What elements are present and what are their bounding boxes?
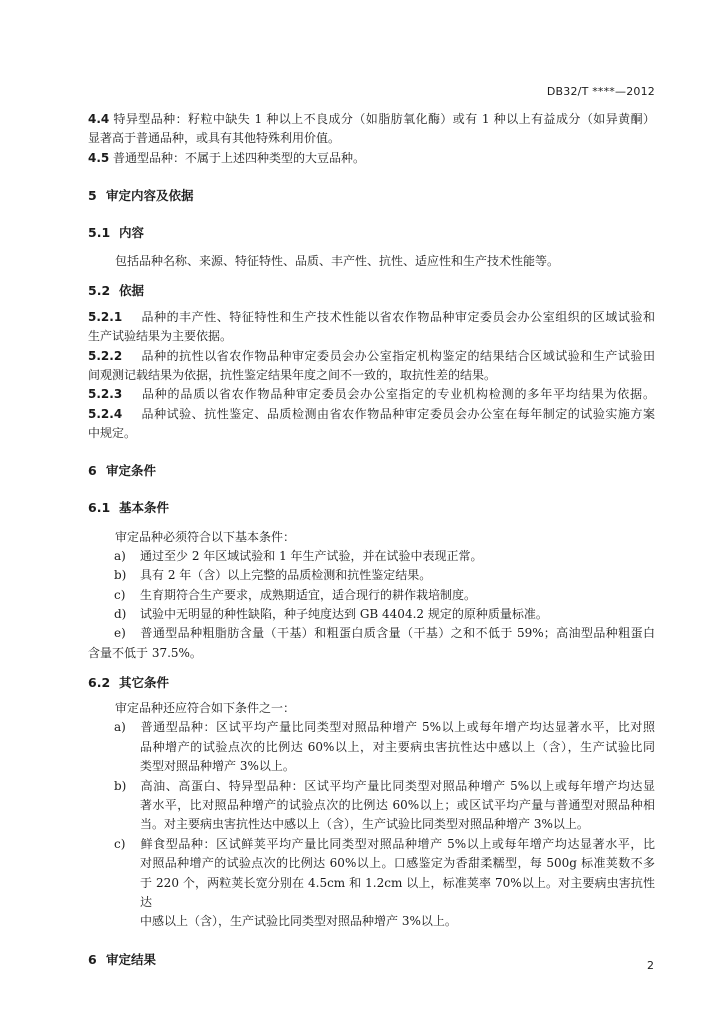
list-item bbox=[88, 547, 655, 566]
section-heading bbox=[88, 461, 655, 480]
list-text: 具有 2 年（含）以上完整的品质检测和抗性鉴定结果。 bbox=[140, 568, 432, 583]
clause-number: 5.2.1 bbox=[88, 310, 123, 325]
subsection-number: 6.1 bbox=[88, 500, 111, 516]
list-line bbox=[88, 777, 655, 796]
list-text: 试验中无明显的种性缺陷，种子纯度达到 GB 4404.2 规定的原种质量标准。 bbox=[140, 606, 548, 621]
section-number: 6 bbox=[88, 463, 97, 479]
list-line: 中感以上（含），生产试验比同类型对照品种增产 3%以上。 bbox=[140, 914, 457, 929]
section-number: 6 bbox=[88, 951, 97, 967]
clause-number: 4.4 bbox=[88, 112, 110, 126]
clause-4-5 bbox=[88, 149, 655, 168]
list-line: 含量不低于 37.5%。 bbox=[88, 645, 202, 660]
list-line: 著水平，比对照品种增产的试验点次的比例达 60%以上；或区试平均产量与普通型对照品种相 bbox=[140, 798, 655, 813]
list-line: 对照品种增产的试验点次的比例达 60%以上。口感鉴定为香甜柔糯型，每 500g 标准荚数不多 bbox=[140, 856, 655, 871]
clause-line bbox=[88, 347, 655, 366]
condition-list bbox=[88, 718, 655, 931]
clause-text: 品种试验、抗性鉴定、品质检测由省农作物品种审定委员会办公室在每年制定的试验实施方案 bbox=[141, 406, 655, 421]
list-label: c) bbox=[114, 836, 126, 851]
section-heading bbox=[88, 186, 655, 205]
subsection-title: 依据 bbox=[119, 282, 145, 298]
clause-line bbox=[88, 385, 655, 404]
list-item bbox=[88, 566, 655, 585]
list-text: 鲜食型品种：区试鲜荚平均产量比同类型对照品种增产 5%以上或每年增产均达显著水平，比 bbox=[140, 836, 655, 851]
subsection-heading bbox=[88, 223, 655, 242]
clause-number: 4.5 bbox=[88, 150, 110, 165]
clause-line bbox=[88, 308, 655, 327]
list-item bbox=[88, 777, 655, 835]
list-text: 普通型品种：区试平均产量比同类型对照品种增产 5%以上或每年增产均达显著水平，比对照 bbox=[140, 720, 655, 735]
clause-line: 显著高于普通品种，或具有其他特殊利用价值。 bbox=[88, 131, 341, 146]
clause-text: 普通型品种：不属于上述四种类型的大豆品种。 bbox=[113, 150, 366, 165]
subsection-heading bbox=[88, 673, 655, 692]
list-line: 当。对主要病虫害抗性达中感以上（含），生产试验比同类型对照品种增产 3%以上。 bbox=[140, 817, 589, 832]
clause-5-2-1 bbox=[88, 308, 655, 347]
clause-line: 间观测记载结果为依据，抗性鉴定结果年度之间不一致的，取抗性差的结果。 bbox=[88, 367, 497, 382]
page-number: 2 bbox=[647, 959, 654, 972]
clause-5-2-3 bbox=[88, 385, 655, 404]
list-label: e) bbox=[114, 626, 126, 641]
list-line: 类型对照品种增产 3%以上。 bbox=[140, 759, 295, 774]
list-line: 品种增产的试验点次的比例达 60%以上，对主要病虫害抗性达中感以上（含），生产试验比同 bbox=[140, 739, 655, 754]
subsection-heading bbox=[88, 281, 655, 300]
document-header-code: DB32/T ****—2012 bbox=[546, 85, 655, 98]
subsection-title: 内容 bbox=[119, 225, 145, 241]
clause-number: 5.2.4 bbox=[88, 406, 123, 421]
clause-text: 品种的丰产性、特征特性和生产技术性能以省农作物品种审定委员会办公室组织的区域试验和 bbox=[141, 310, 655, 325]
clause-line bbox=[88, 149, 655, 168]
clause-line bbox=[88, 110, 655, 129]
clause-5-2-2 bbox=[88, 347, 655, 386]
list-text: 生育期符合生产要求，成熟期适宜，适合现行的耕作栽培制度。 bbox=[140, 587, 477, 602]
clause-5-2-4 bbox=[88, 405, 655, 444]
list-line: 于 220 个，两粒荚长宽分别在 4.5cm 和 1.2cm 以上，标准荚率 70%以上。对主要病虫害抗性达 bbox=[140, 875, 655, 910]
clause-line: 中规定。 bbox=[88, 425, 137, 440]
list-text: 通过至少 2 年区域试验和 1 年生产试验，并在试验中表现正常。 bbox=[140, 549, 483, 564]
subsection-number: 5.1 bbox=[88, 225, 111, 241]
subsection-title: 基本条件 bbox=[119, 500, 170, 516]
clause-number: 5.2.2 bbox=[88, 348, 123, 363]
clause-text: 特异型品种：籽粒中缺失 1 种以上不良成分（如脂肪氧化酶）或有 1 种以上有益成分（如异黄酮） bbox=[113, 112, 655, 126]
list-text: 高油、高蛋白、特异型品种：区试平均产量比同类型对照品种增产 5%以上或每年增产均达显 bbox=[140, 778, 655, 793]
clause-line: 生产试验结果为主要依据。 bbox=[88, 329, 233, 344]
list-text: 普通型品种粗脂肪含量（干基）和粗蛋白质含量（干基）之和不低于 59%；高油型品种粗蛋白 bbox=[140, 626, 655, 641]
subsection-heading bbox=[88, 498, 655, 517]
section-heading bbox=[88, 950, 655, 969]
clause-text: 品种的品质以省农作物品种审定委员会办公室指定的专业机构检测的多年平均结果为依据。 bbox=[141, 387, 655, 402]
section-title: 审定结果 bbox=[106, 951, 157, 967]
paragraph: 审定品种必须符合以下基本条件： bbox=[115, 529, 296, 544]
paragraph: 包括品种名称、来源、特征特性、品质、丰产性、抗性、适应性和生产技术性能等。 bbox=[115, 254, 560, 269]
section-title: 审定条件 bbox=[106, 463, 157, 479]
list-line bbox=[88, 624, 655, 643]
subsection-number: 5.2 bbox=[88, 282, 111, 298]
list-label: a) bbox=[114, 549, 126, 564]
list-item bbox=[88, 624, 655, 663]
clause-text: 品种的抗性以省农作物品种审定委员会办公室指定机构鉴定的结果结合区域试验和生产试验田 bbox=[141, 348, 655, 363]
list-label: b) bbox=[114, 778, 127, 793]
paragraph: 审定品种还应符合如下条件之一： bbox=[115, 701, 296, 716]
list-label: a) bbox=[114, 720, 126, 735]
list-label: d) bbox=[114, 606, 127, 621]
list-line bbox=[88, 718, 655, 737]
list-item bbox=[88, 586, 655, 605]
condition-list bbox=[88, 547, 655, 663]
clause-list bbox=[88, 308, 655, 443]
list-item bbox=[88, 835, 655, 932]
clause-4-4 bbox=[88, 110, 655, 149]
document-body bbox=[88, 110, 655, 969]
list-item bbox=[88, 718, 655, 776]
section-number: 5 bbox=[88, 187, 97, 203]
list-item bbox=[88, 605, 655, 624]
subsection-number: 6.2 bbox=[88, 674, 111, 690]
subsection-title: 其它条件 bbox=[119, 674, 170, 690]
section-title: 审定内容及依据 bbox=[106, 187, 194, 203]
list-label: b) bbox=[114, 568, 127, 583]
clause-number: 5.2.3 bbox=[88, 387, 123, 402]
list-line bbox=[88, 835, 655, 854]
list-label: c) bbox=[114, 587, 126, 602]
clause-line bbox=[88, 405, 655, 424]
